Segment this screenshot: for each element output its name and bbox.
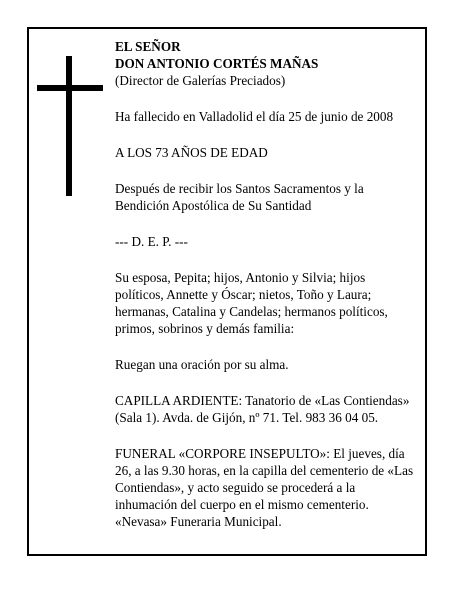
funeral-line: «Nevasa» Funeraria Municipal. — [115, 514, 282, 529]
cross-horizontal-bar — [37, 85, 103, 91]
family-line: Su esposa, Pepita; hijos, Antonio y Silvia; hijos — [115, 270, 366, 285]
sacraments-line: Bendición Apostólica de Su Santidad — [115, 198, 312, 213]
cross-vertical-bar — [66, 56, 72, 196]
chapel-line: (Sala 1). Avda. de Gijón, nº 71. Tel. 983 36 04 05. — [115, 410, 379, 425]
funeral-line: Contiendas», y acto seguido se procederá a la — [115, 480, 356, 495]
obituary-text — [115, 38, 423, 530]
funeral-line: FUNERAL «CORPORE INSEPULTO»: El jueves, día — [115, 446, 405, 461]
spacer — [115, 250, 423, 269]
spacer — [115, 373, 423, 392]
spacer — [115, 161, 423, 180]
sacraments-line: Después de recibir los Santos Sacramentos y la — [115, 181, 364, 196]
spacer — [115, 337, 423, 356]
spacer — [115, 426, 423, 445]
family-line: hermanas, Catalina y Candelas; hermanos políticos, — [115, 304, 388, 319]
spacer — [115, 125, 423, 144]
deceased-title: EL SEÑOR — [115, 39, 181, 54]
spacer — [115, 89, 423, 108]
death-announcement: Ha fallecido en Valladolid el día 25 de junio de 2008 — [115, 109, 394, 124]
deceased-name: DON ANTONIO CORTÉS MAÑAS — [115, 56, 319, 71]
rest-in-peace-line: --- D. E. P. --- — [115, 234, 188, 249]
age-at-death: A LOS 73 AÑOS DE EDAD — [115, 145, 268, 160]
chapel-line: CAPILLA ARDIENTE: Tanatorio de «Las Contiendas» — [115, 393, 410, 408]
spacer — [115, 214, 423, 233]
funeral-line: 26, a las 9.30 horas, en la capilla del cementerio de «Las — [115, 463, 414, 478]
funeral-line: inhumación del cuerpo en el mismo cementerio. — [115, 497, 369, 512]
prayer-request: Ruegan una oración por su alma. — [115, 357, 289, 372]
family-line: primos, sobrinos y demás familia: — [115, 321, 295, 336]
family-line: políticos, Annette y Óscar; nietos, Toño y Laura; — [115, 287, 372, 302]
latin-cross-icon — [37, 56, 103, 196]
deceased-role: (Director de Galerías Preciados) — [115, 73, 286, 88]
